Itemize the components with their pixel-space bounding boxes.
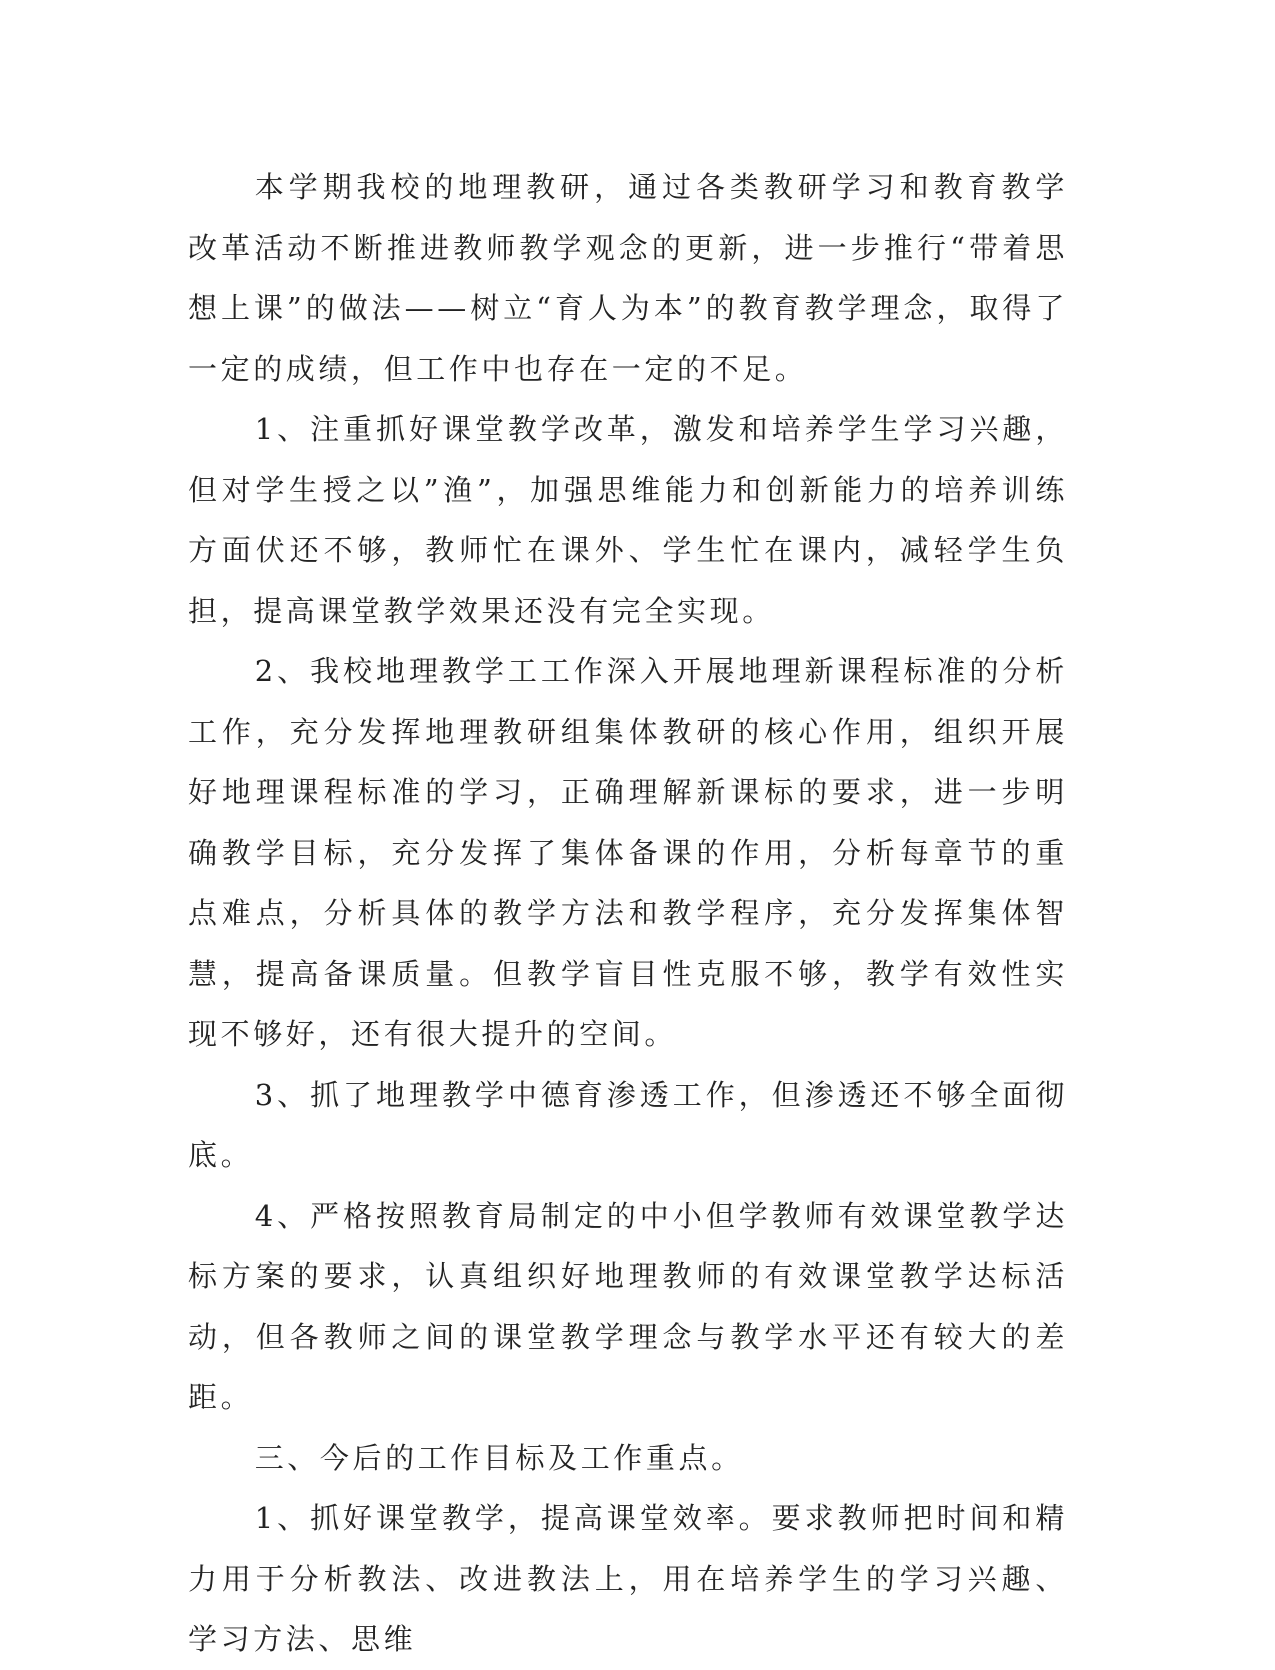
paragraph-item-2: 2、我校地理教学工工作深入开展地理新课程标准的分析工作，充分发挥地理教研组集体教研的核心作用，组织开展好地理课程标准的学习，正确理解新课标的要求，进一步明确教学目标，充分发挥了集体备课的作用，分析每章节的重点难点，分析具体的教学方法和教学程序，充分发挥集体智慧，提高备课质量。但教学盲目性克服不够，教学有效性实现不够好，还有很大提升的空间。 xyxy=(188,654,1068,1051)
section-heading-future-goals: 三、今后的工作目标及工作重点。 xyxy=(254,1440,744,1475)
paragraph-item-3: 3、抓了地理教学中德育渗透工作，但渗透还不够全面彻底。 xyxy=(188,1077,1068,1172)
paragraph-item-1: 1、注重抓好课堂教学改革，激发和培养学生学习兴趣，但对学生授之以”渔”，加强思维能力和创新能力的培养训练方面伏还不够，教师忙在课外、学生忙在课内，减轻学生负担，提高课堂教学效果还没有完全实现。 xyxy=(188,412,1068,628)
paragraph-item-4: 4、严格按照教育局制定的中小但学教师有效课堂教学达标方案的要求，认真组织好地理教师的有效课堂教学达标活动，但各教师之间的课堂教学理念与教学水平还有较大的差距。 xyxy=(188,1198,1068,1414)
paragraph-goal-1: 1、抓好课堂教学，提高课堂效率。要求教师把时间和精力用于分析教法、改进教法上，用在培养学生的学习兴趣、学习方法、思维 xyxy=(188,1501,1068,1656)
paragraph-intro: 本学期我校的地理教研，通过各类教研学习和教育教学改革活动不断推进教师教学观念的更新，进一步推行“带着思想上课”的做法——树立“育人为本”的教育教学理念，取得了一定的成绩，但工作中也存在一定的不足。 xyxy=(188,170,1068,386)
document-body xyxy=(188,157,1068,1670)
